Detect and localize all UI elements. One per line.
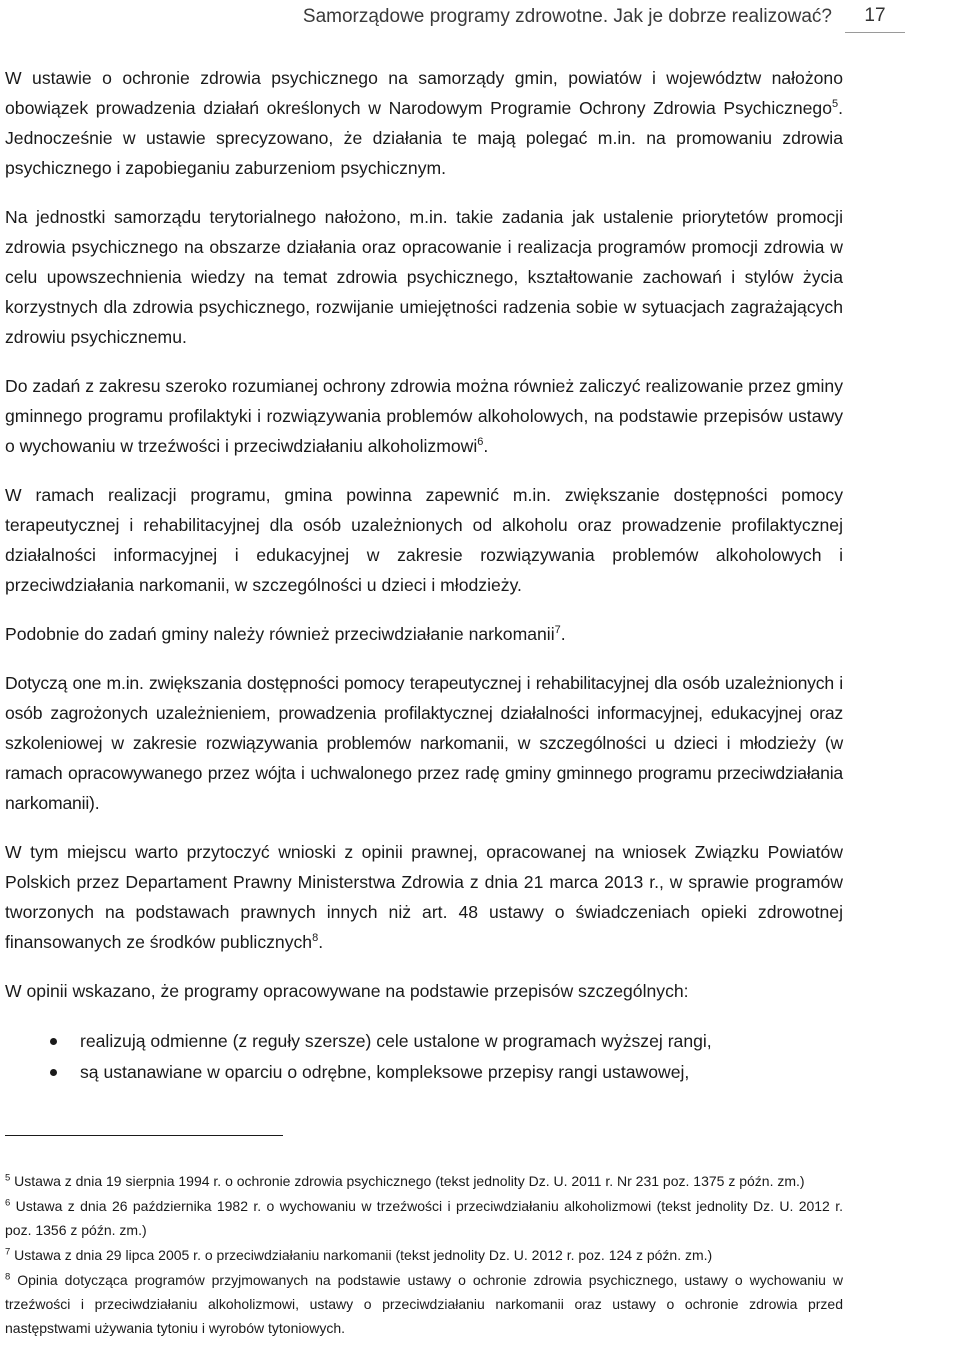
footnote-ref-8: 8 <box>312 932 319 945</box>
footnote-text: Ustawa z dnia 29 lipca 2005 r. o przeciwdziałaniu narkomanii (tekst jednolity Dz. U. 2012 r. poz. 124 z późn. zm.) <box>10 1247 713 1263</box>
paragraph-text: W ustawie o ochronie zdrowia psychicznego na samorządy gmin, powiatów i województw nałożono obowiązek prowadzenia działań określonych w Narodowym Programie Ochrony Zdrowia Psychicznego <box>5 68 843 118</box>
paragraph-text-cont: . Jednocześnie w ustawie sprecyzowano, że działania te mają polegać m.in. na promowaniu zdrowia psychicznego i zapobieganiu zaburzeniom psychicznym. <box>5 98 843 178</box>
footnote-separator <box>5 1135 283 1136</box>
bullet-list <box>5 1026 843 1088</box>
paragraph-text: W opinii wskazano, że programy opracowywane na podstawie przepisów szczególnych: <box>5 981 689 1001</box>
paragraph-text: Na jednostki samorządu terytorialnego nałożono, m.in. takie zadania jak ustalenie priorytetów promocji zdrowia psychicznego na obszarze działania oraz opracowanie i realizacja programów promocji zdrowia w celu upowszechnienia wiedzy na temat zdrowia psychicznego, kształtowanie zachowań i stylów życia korzystnych dla zdrowia psychicznego, rozwijanie umiejętności radzenia sobie w sytuacjach zagrażających zdrowiu psychicznemu. <box>5 207 843 347</box>
footnote-number: 8 <box>5 1271 11 1283</box>
paragraph-opinion-intro <box>5 976 843 1006</box>
running-header-title: Samorządowe programy zdrowotne. Jak je dobrze realizować? <box>302 6 832 27</box>
paragraph-alcohol-program <box>5 371 843 461</box>
bullet-item: są ustanawiane w oparciu o odrębne, kompleksowe przepisy rangi ustawowej, <box>5 1057 843 1088</box>
paragraph-text-cont: . <box>483 436 489 456</box>
footnote-text: Opinia dotycząca programów przyjmowanych na podstawie ustawy o ochronie zdrowia psychicznego, ustawy o wychowaniu w trzeźwości i przeciwdziałaniu alkoholizmowi, ustawy o przeciwdziałaniu narkomanii oraz ustawy o ochronie zdrowia przed następstwami używania tytoniu i wyrobów tytoniowych. <box>5 1272 843 1336</box>
footnote-8 <box>5 1268 843 1340</box>
paragraph-program-scope <box>5 480 843 600</box>
footnote-ref-7: 7 <box>554 624 561 637</box>
main-content <box>5 63 843 1088</box>
footnote-text: Ustawa z dnia 19 sierpnia 1994 r. o ochronie zdrowia psychicznego (tekst jednolity Dz. U. 2011 r. Nr 231 poz. 1375 z późn. zm.) <box>10 1173 805 1189</box>
paragraph-legal-opinion <box>5 837 843 957</box>
footnotes <box>5 1169 843 1341</box>
paragraph-text-cont: . <box>318 932 324 952</box>
paragraph-text: W ramach realizacji programu, gmina powinna zapewnić m.in. zwiększanie dostępności pomocy terapeutycznej i rehabilitacyjnej dla osób uzależnionych od alkoholu oraz prowadzenie profilaktycznej działalności informacyjnej i edukacyjnej w zakresie rozwiązywania problemów alkoholowych i przeciwdziałania narkomanii, w szczególności u dzieci i młodzieży. <box>5 485 843 595</box>
footnote-7 <box>5 1243 843 1267</box>
paragraph-drug-prevention <box>5 619 843 649</box>
paragraph-drug-tasks <box>5 668 843 818</box>
footnote-6 <box>5 1194 843 1242</box>
footnote-number: 7 <box>5 1246 11 1258</box>
paragraph-text: Do zadań z zakresu szeroko rozumianej ochrony zdrowia można również zaliczyć realizowanie przez gminy gminnego programu profilaktyki i rozwiązywania problemów alkoholowych, na podstawie przepisów ustawy o wychowaniu w trzeźwości i przeciwdziałaniu alkoholizmowi <box>5 376 844 456</box>
footnote-5 <box>5 1169 843 1193</box>
paragraph-local-government-tasks <box>5 202 843 352</box>
page-header <box>0 0 960 34</box>
paragraph-text: Podobnie do zadań gminy należy również przeciwdziałanie narkomanii <box>5 624 555 644</box>
footnote-ref-5: 5 <box>831 98 839 111</box>
paragraph-text: W tym miejscu warto przytoczyć wnioski z opinii prawnej, opracowanej na wniosek Związku Powiatów Polskich przez Departament Prawny Ministerstwa Zdrowia z dnia 21 marca 2013 r., w sprawie programów tworzonych na podstawach prawnych innych niż art. 48 ustawy o świadczeniach opieki zdrowotnej finansowanych ze środków publicznych <box>5 842 843 952</box>
paragraph-mental-health-act <box>5 63 843 183</box>
paragraph-text-cont: . <box>560 624 566 644</box>
page-number: 17 <box>845 0 905 33</box>
footnote-ref-6: 6 <box>477 436 484 449</box>
footnote-text: Ustawa z dnia 26 października 1982 r. o wychowaniu w trzeźwości i przeciwdziałaniu alkoholizmowi (tekst jednolity Dz. U. 2012 r. poz. 1356 z późn. zm.) <box>5 1198 843 1238</box>
footnote-number: 5 <box>5 1172 11 1184</box>
footnote-number: 6 <box>5 1197 11 1209</box>
paragraph-text: Dotyczą one m.in. zwiększania dostępności pomocy terapeutycznej i rehabilitacyjnej dla osób uzależnionych i osób zagrożonych uzależnieniem, prowadzenia profilaktycznej działalności informacyjnej, edukacyjnej oraz szkoleniowej w zakresie rozwiązywania problemów narkomanii, w szczególności u dzieci i młodzieży (w ramach opracowywanego przez wójta i uchwalonego przez radę gminy gminnego programu przeciwdziałania narkomanii). <box>5 673 843 813</box>
bullet-item: realizują odmienne (z reguły szersze) cele ustalone w programach wyższej rangi, <box>5 1026 843 1057</box>
